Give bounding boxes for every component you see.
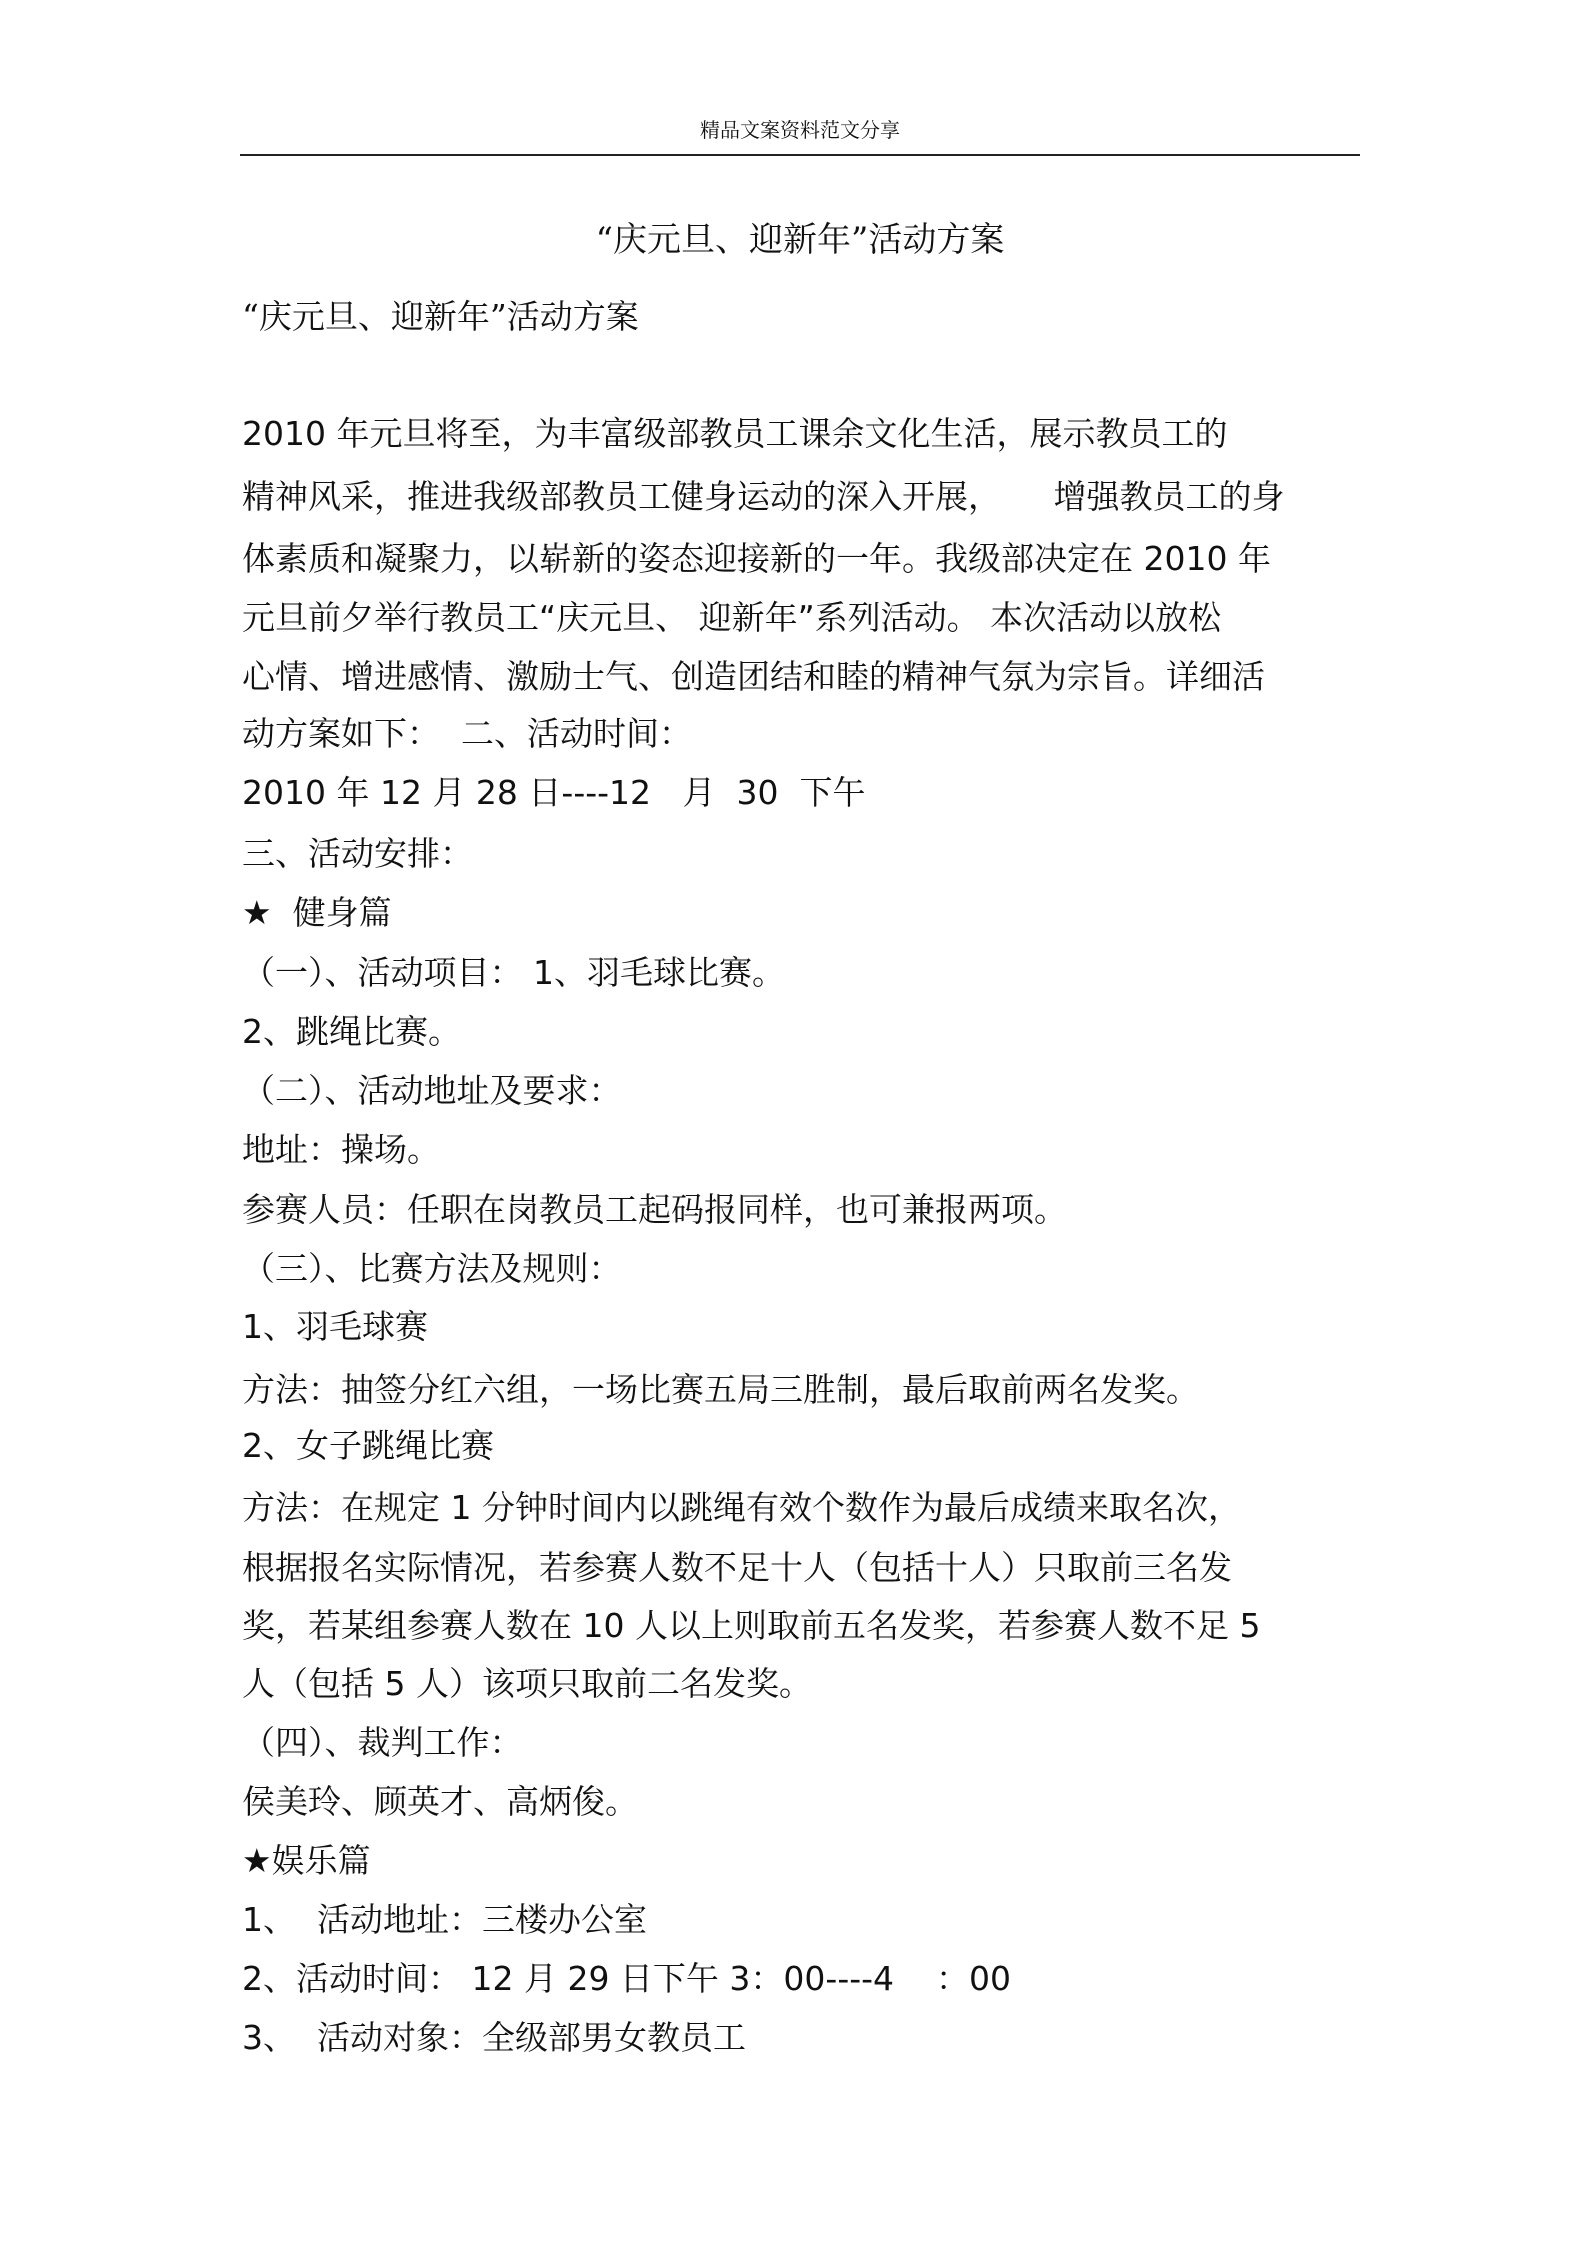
rope-method-line: 人（包括 5 人）该项只取前二名发奖。 <box>242 1664 812 1703</box>
document-title: “庆元旦、迎新年”活动方案 <box>595 220 1005 260</box>
document-subtitle: “庆元旦、迎新年”活动方案 <box>242 297 639 336</box>
badminton-heading: 1、羽毛球赛 <box>242 1307 428 1346</box>
rules-heading: （三）、比赛方法及规则： <box>242 1249 622 1288</box>
referees: 侯美玲、顾英才、高炳俊。 <box>242 1782 638 1821</box>
entertainment-time: 2、活动时间： 12 月 29 日下午 3：00----4 ：00 <box>242 1959 1011 1998</box>
intro-line: 体素质和凝聚力，以崭新的姿态迎接新的一年。我级部决定在 2010 年 <box>242 539 1271 578</box>
rope-method-line: 奖，若某组参赛人数在 10 人以上则取前五名发奖，若参赛人数不足 5 <box>242 1606 1261 1645</box>
rope-heading: 2、女子跳绳比赛 <box>242 1426 494 1465</box>
fitness-participants: 参赛人员：任职在岗教员工起码报同样，也可兼报两项。 <box>242 1190 1067 1229</box>
referee-heading: （四）、裁判工作： <box>242 1723 523 1762</box>
arrangement-heading: 三、活动安排： <box>242 834 473 873</box>
badminton-method: 方法：抽签分红六组，一场比赛五局三胜制，最后取前两名发奖。 <box>242 1370 1199 1409</box>
intro-line: 动方案如下： 二、活动时间： <box>242 714 692 753</box>
header-divider <box>240 154 1360 156</box>
rope-method-line: 方法：在规定 1 分钟时间内以跳绳有效个数作为最后成绩来取名次， <box>242 1488 1241 1527</box>
page-header: 精品文案资料范文分享 <box>700 118 900 142</box>
entertainment-heading: ★娱乐篇 <box>242 1841 371 1880</box>
fitness-location: 地址：操场。 <box>242 1130 440 1169</box>
intro-line: 2010 年元旦将至，为丰富级部教员工课余文化生活，展示教员工的 <box>242 414 1228 453</box>
entertainment-location: 1、 活动地址：三楼办公室 <box>242 1900 647 1939</box>
fitness-heading: ★ 健身篇 <box>242 893 392 932</box>
entertainment-audience: 3、 活动对象：全级部男女教员工 <box>242 2018 746 2057</box>
intro-line: 精神风采，推进我级部教员工健身运动的深入开展， 增强教员工的身 <box>242 477 1285 516</box>
location-heading: （二）、活动地址及要求： <box>242 1071 622 1110</box>
fitness-items-heading: （一）、活动项目： 1、羽毛球比赛。 <box>242 953 785 992</box>
activity-time: 2010 年 12 月 28 日----12 月 30 下午 <box>242 773 866 812</box>
intro-line: 元旦前夕举行教员工“庆元旦、 迎新年”系列活动。 本次活动以放松 <box>242 598 1222 637</box>
fitness-item: 2、跳绳比赛。 <box>242 1012 461 1051</box>
rope-method-line: 根据报名实际情况，若参赛人数不足十人（包括十人）只取前三名发 <box>242 1548 1232 1587</box>
intro-line: 心情、增进感情、激励士气、创造团结和睦的精神气氛为宗旨。详细活 <box>242 657 1265 696</box>
